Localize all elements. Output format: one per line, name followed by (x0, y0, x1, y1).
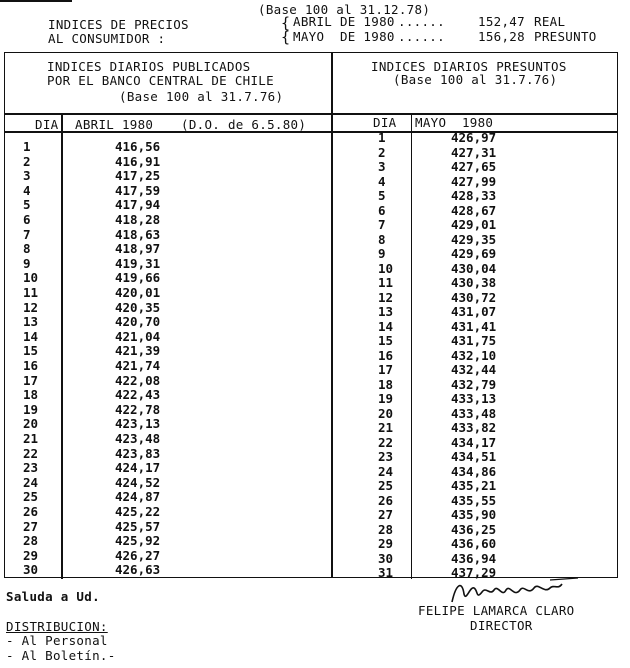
left-value: 423,83 (115, 445, 161, 461)
left-value: 424,52 (115, 474, 161, 490)
left-value: 416,56 (115, 139, 161, 154)
right-value: 435,21 (451, 478, 497, 493)
left-day: 24 (23, 474, 39, 490)
left-value: 425,22 (115, 504, 161, 519)
left-day: 25 (23, 489, 39, 505)
left-day: 11 (23, 285, 39, 300)
left-value: 420,35 (115, 299, 161, 315)
right-day: 24 (378, 463, 394, 479)
left-day: 1 (23, 139, 31, 154)
header-row-april-month: ABRIL DE 1980 (293, 14, 395, 29)
left-day: 4 (23, 182, 31, 198)
left-value: 418,97 (115, 241, 161, 257)
table-title-divider (5, 113, 617, 115)
left-value: 417,59 (115, 182, 161, 198)
left-value: 424,17 (115, 460, 161, 476)
left-value: 420,01 (115, 285, 161, 300)
right-day: 16 (378, 347, 394, 363)
right-value: 430,04 (451, 260, 497, 276)
right-value: 433,82 (451, 420, 497, 435)
header-row-may-value: 156,28 (478, 29, 525, 44)
left-value: 417,94 (115, 197, 161, 213)
left-col-value-header: ABRIL 1980 (75, 117, 154, 132)
left-day: 6 (23, 212, 31, 227)
right-day: 26 (378, 492, 394, 508)
signer-name: FELIPE LAMARCA CLARO (418, 603, 575, 618)
left-day: 8 (23, 241, 31, 257)
left-day: 2 (23, 153, 31, 169)
right-day: 4 (378, 173, 386, 189)
left-value: 422,08 (115, 372, 161, 388)
right-value: 430,72 (451, 289, 497, 305)
header-row-april-dots: ...... (398, 14, 445, 29)
right-day: 28 (378, 521, 394, 537)
header-row-april-value: 152,47 (478, 14, 525, 29)
right-day: 20 (378, 405, 394, 421)
right-day: 29 (378, 536, 394, 551)
left-day: 12 (23, 299, 39, 315)
left-col-note-header: (D.O. de 6.5.80) (181, 117, 307, 132)
left-day: 15 (23, 343, 39, 359)
right-day: 17 (378, 362, 394, 377)
index-table (4, 52, 618, 578)
left-day: 13 (23, 314, 39, 330)
left-day: 18 (23, 387, 39, 403)
left-day: 27 (23, 518, 39, 534)
right-day: 13 (378, 304, 394, 319)
left-day: 22 (23, 445, 39, 461)
left-value: 419,31 (115, 255, 161, 271)
right-day: 9 (378, 246, 386, 261)
left-col-day-header: DIA (35, 117, 59, 132)
left-day: 3 (23, 168, 31, 184)
right-value: 429,35 (451, 231, 497, 247)
right-col-value-header: MAYO 1980 (415, 115, 494, 130)
right-day: 31 (378, 565, 394, 580)
right-day: 25 (378, 478, 394, 493)
left-day: 21 (23, 431, 39, 446)
left-value: 421,74 (115, 358, 161, 373)
left-day: 16 (23, 358, 39, 373)
left-value: 422,43 (115, 387, 161, 403)
right-title-line1: INDICES DIARIOS PRESUNTOS (371, 59, 567, 74)
top-rule (0, 0, 72, 2)
header-brace-bottom: { (281, 28, 291, 46)
right-day: 23 (378, 449, 394, 464)
right-value: 436,60 (451, 536, 497, 551)
right-value: 432,79 (451, 376, 497, 392)
right-value: 433,13 (451, 391, 497, 406)
right-day: 5 (378, 188, 386, 203)
header-row-april-status: REAL (534, 14, 566, 29)
left-value: 426,27 (115, 547, 161, 563)
header-row-may-month: MAYO DE 1980 (293, 29, 395, 44)
signer-title: DIRECTOR (470, 618, 533, 633)
right-value: 433,48 (451, 405, 497, 421)
right-day: 2 (378, 144, 386, 160)
right-value: 434,17 (451, 434, 497, 450)
distribution-item-boletin: - Al Boletín.- (6, 648, 116, 663)
left-value: 419,66 (115, 270, 161, 286)
distribution-item-personal: - Al Personal (6, 633, 108, 648)
left-day: 29 (23, 547, 39, 563)
right-day: 27 (378, 507, 394, 522)
left-value: 416,91 (115, 153, 161, 169)
left-title-line1: INDICES DIARIOS PUBLICADOS (47, 59, 251, 74)
right-day: 11 (378, 275, 394, 290)
left-value: 423,48 (115, 431, 161, 446)
right-value: 431,41 (451, 318, 497, 334)
left-day: 30 (23, 562, 39, 578)
right-day: 14 (378, 318, 394, 334)
right-value: 435,55 (451, 492, 497, 508)
right-value: 435,90 (451, 507, 497, 522)
right-value: 427,99 (451, 173, 497, 189)
left-value: 423,13 (115, 416, 161, 432)
right-day: 8 (378, 231, 386, 247)
left-value: 422,78 (115, 401, 161, 417)
right-day: 30 (378, 550, 394, 566)
header-brace-top: { (281, 14, 291, 32)
header-row-may-status: PRESUNTO (534, 29, 597, 44)
header-row-may-dots: ...... (398, 29, 445, 44)
header-title-line1: INDICES DE PRECIOS (48, 17, 189, 32)
left-title-line3: (Base 100 al 31.7.76) (119, 89, 284, 104)
greeting: Saluda a Ud. (6, 589, 100, 604)
right-value: 437,29 (451, 565, 497, 580)
left-title-line2: POR EL BANCO CENTRAL DE CHILE (47, 73, 274, 88)
left-day: 5 (23, 197, 31, 213)
left-day: 17 (23, 372, 39, 388)
left-value: 426,63 (115, 562, 161, 578)
right-day: 1 (378, 130, 386, 145)
right-title-line2: (Base 100 al 31.7.76) (393, 72, 558, 87)
right-value: 428,67 (451, 202, 497, 218)
left-day: 20 (23, 416, 39, 432)
left-value: 421,39 (115, 343, 161, 359)
right-value: 434,86 (451, 463, 497, 479)
right-day: 21 (378, 420, 394, 435)
left-value: 425,92 (115, 533, 161, 549)
left-value: 421,04 (115, 328, 161, 344)
right-value: 428,33 (451, 188, 497, 203)
right-value: 431,75 (451, 333, 497, 348)
distribution-title: DISTRIBUCION: (6, 619, 108, 634)
right-day: 15 (378, 333, 394, 348)
left-value: 420,70 (115, 314, 161, 330)
right-day: 19 (378, 391, 394, 406)
left-day: 19 (23, 401, 39, 417)
right-value: 434,51 (451, 449, 497, 464)
left-value: 418,28 (115, 212, 161, 227)
left-day: 26 (23, 504, 39, 519)
right-day: 10 (378, 260, 394, 276)
left-day: 9 (23, 255, 31, 271)
right-day: 3 (378, 159, 386, 174)
right-day: 7 (378, 217, 386, 232)
left-value: 418,63 (115, 226, 161, 242)
right-day: 18 (378, 376, 394, 392)
right-value: 429,69 (451, 246, 497, 261)
left-day-column-divider (61, 113, 63, 579)
right-value: 432,44 (451, 362, 497, 377)
right-value: 432,10 (451, 347, 497, 363)
right-value: 430,38 (451, 275, 497, 290)
right-value: 427,31 (451, 144, 497, 160)
right-day: 12 (378, 289, 394, 305)
left-day: 23 (23, 460, 39, 476)
right-col-day-header: DIA (373, 115, 397, 130)
right-value: 436,94 (451, 550, 497, 566)
handwritten-signature (450, 576, 590, 606)
left-value: 424,87 (115, 489, 161, 505)
right-day-column-divider (411, 113, 412, 579)
left-day: 10 (23, 270, 39, 286)
right-value: 436,25 (451, 521, 497, 537)
base-note-top: (Base 100 al 31.12.78) (258, 2, 431, 17)
right-value: 427,65 (451, 159, 497, 174)
left-value: 425,57 (115, 518, 161, 534)
left-day: 7 (23, 226, 31, 242)
right-value: 431,07 (451, 304, 497, 319)
left-day: 14 (23, 328, 39, 344)
left-value: 417,25 (115, 168, 161, 184)
header-title-line2: AL CONSUMIDOR : (48, 31, 166, 46)
right-value: 426,97 (451, 130, 497, 145)
right-day: 22 (378, 434, 394, 450)
left-day: 28 (23, 533, 39, 549)
right-day: 6 (378, 202, 386, 218)
right-value: 429,01 (451, 217, 497, 232)
